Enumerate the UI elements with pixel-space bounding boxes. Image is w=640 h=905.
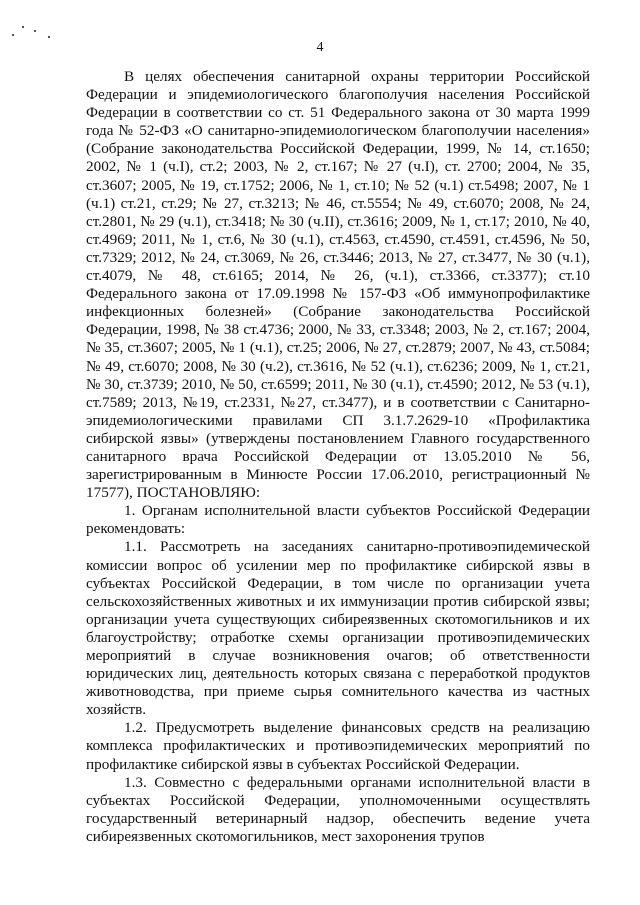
document-body (86, 68, 590, 846)
page-number: 4 (316, 40, 324, 55)
clause-1-1-paragraph: 1.1. Рассмотреть на заседаниях санитарно-противоэпидемической комиссии вопрос об усилении мер по профилактике сибирской язвы в субъектах Российской Федерации, в том числе по организации учета сельскохозяйственных животных и их иммунизации против сибирской язвы; организации учета существующих сибиреязвенных скотомогильников и их благоустройству; отработке схемы организации противоэпидемических мероприятий в случае возникновения очагов; об ответственности юридических лиц, деятельность которых связана с переработкой продуктов животноводства, при приеме сырья сомнительного качества из частных хозяйств. (86, 538, 590, 719)
preamble-paragraph: В целях обеспечения санитарной охраны территории Российской Федерации и эпидемиологического благополучия населения Российской Федерации в соответствии со ст. 51 Федерального закона от 30 марта 1999 года № 52-ФЗ «О санитарно-эпидемиологическом благополучии населения» (Собрание законодательства Российской Федерации, 1999, № 14, ст.1650; 2002, № 1 (ч.I), ст.2; 2003, № 2, ст.167; № 27 (ч.I), ст. 2700; 2004, № 35, ст.3607; 2005, № 19, ст.1752; 2006, № 1, ст.10; № 52 (ч.1) ст.5498; 2007, № 1 (ч.1) ст.21, ст.29; № 27, ст.3213; № 46, ст.5554; № 49, ст.6070; 2008, № 24, ст.2801, № 29 (ч.1), ст.3418; № 30 (ч.II), ст.3616; 2009, № 1, ст.17; 2010, № 40, ст.4969; 2011, № 1, ст.6, № 30 (ч.1), ст.4563, ст.4590, ст.4591, ст.4596, № 50, ст.7329; 2012, № 24, ст.3069, № 26, ст.3446; 2013, № 27, ст.3477, № 30 (ч.1), ст.4079, № 48, ст.6165; 2014, № 26, (ч.1), ст.3366, ст.3377); ст.10 Федерального закона от 17.09.1998 № 157-ФЗ «Об иммунопрофилактике инфекционных болезней» (Собрание законодательства Российской Федерации, 1998, № 38 ст.4736; 2000, № 33, ст.3348; 2003, № 2, ст.167; 2004, № 35, ст.3607; 2005, № 1 (ч.1), ст.25; 2006, № 27, ст.2879; 2007, № 43, ст.5084; № 49, ст.6070; 2008, № 30 (ч.2), ст.3616, № 52 (ч.1), ст.6236; 2009, № 1, ст.21, № 30, ст.3739; 2010, № 50, ст.6599; 2011, № 30 (ч.1), ст.4590; 2012, № 53 (ч.1), ст.7589; 2013, №19, ст.2331, №27, ст.3477), и в соответствии с Санитарно-эпидемиологическими правилами СП 3.1.7.2629-10 «Профилактика сибирской язвы» (утверждены постановлением Главного государственного санитарного врача Российской Федерации от 13.05.2010 № 56, зарегистрированным в Минюсте России 17.06.2010, регистрационный № 17577), ПОСТАНОВЛЯЮ: (86, 68, 590, 502)
clause-1-3-paragraph: 1.3. Совместно с федеральными органами исполнительной власти в субъектах Российской Федерации, уполномоченными осуществлять государственный ветеринарный надзор, обеспечить ведение учета сибиреязвенных скотомогильников, мест захоронения трупов (86, 773, 590, 845)
clause-1-paragraph: 1. Органам исполнительной власти субъектов Российской Федерации рекомендовать: (86, 502, 590, 538)
clause-1-2-paragraph: 1.2. Предусмотреть выделение финансовых средств на реализацию комплекса профилактических и противоэпидемических мероприятий по профилактике сибирской язвы в субъектах Российской Федерации. (86, 719, 590, 773)
